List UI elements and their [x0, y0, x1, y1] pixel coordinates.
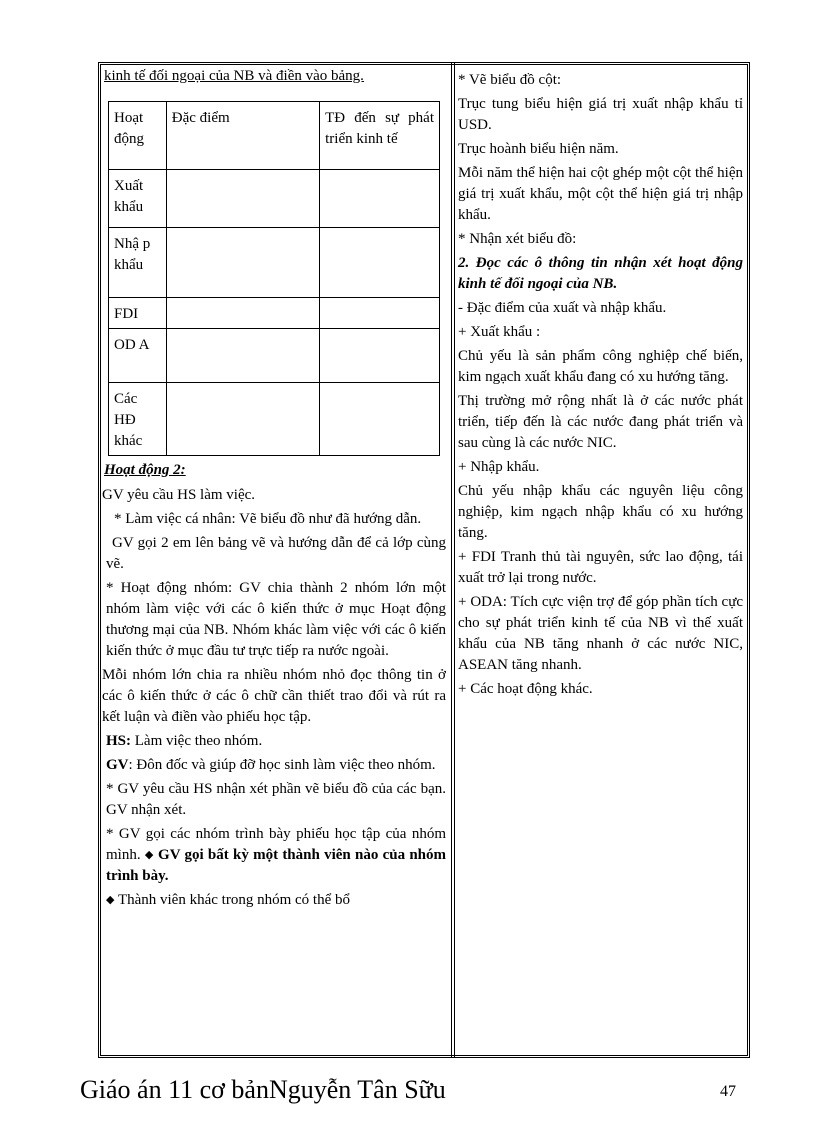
table-cell	[320, 329, 440, 383]
table-cell	[320, 228, 440, 298]
left-paragraph: Mỗi nhóm lớn chia ra nhiều nhóm nhỏ đọc thông tin ở các ô kiến thức ở các ô chữ cần thiết trao đổi và rút ra kết luận và điền vào phiếu học tập.	[102, 667, 446, 725]
right-paragraph: Trục tung biểu hiện giá trị xuất nhập khẩu tỉ USD.	[458, 96, 743, 133]
table-row-label: FDI	[109, 298, 167, 329]
left-paragraph: GV gọi 2 em lên bảng vẽ và hướng dẫn để cả lớp cùng vẽ.	[106, 535, 446, 572]
right-column	[458, 70, 743, 703]
table-header-cell: Hoạt động	[109, 102, 167, 170]
table-header-cell: TĐ đến sự phát triển kinh tế	[320, 102, 440, 170]
gv-paragraph	[102, 755, 446, 776]
right-paragraph: - Đặc điểm của xuất và nhập khẩu.	[458, 300, 667, 316]
left-paragraph: * GV yêu cầu HS nhận xét phần vẽ biểu đồ của các bạn. GV nhận xét.	[106, 781, 446, 818]
last-text: Thành viên khác trong nhóm có thể bổ	[114, 892, 350, 908]
table-header-row	[109, 102, 440, 170]
table-cell	[320, 298, 440, 329]
table-row-label: Các HĐ khác	[109, 383, 167, 456]
right-heading: 2. Đọc các ô thông tin nhận xét hoạt động kinh tế đối ngoại của NB.	[458, 255, 743, 292]
table-cell	[166, 298, 319, 329]
table-row-label: Xuất khẩu	[109, 170, 167, 228]
table-row	[109, 329, 440, 383]
right-paragraph: Mỗi năm thể hiện hai cột ghép một cột thể hiện giá trị xuất khẩu, một cột thể hiện giá trị nhập khẩu.	[458, 165, 743, 223]
left-paragraph: * Hoạt động nhóm: GV chia thành 2 nhóm lớn một nhóm làm việc với các ô kiến thức ở mục Hoạt động thương mại của NB. Nhóm khác làm việc với các ô kiến kiến thức ở mục đầu tư trực tiếp ra nước ngoài.	[106, 580, 446, 659]
table-cell	[166, 228, 319, 298]
right-paragraph: * Nhận xét biểu đồ:	[458, 231, 577, 247]
column-divider	[451, 62, 455, 1058]
table-header-cell: Đặc điểm	[166, 102, 319, 170]
right-paragraph: + ODA: Tích cực viện trợ để góp phần tích cực cho sự phát triển kinh tế của NB vì thế xuất khẩu của NB tăng nhanh ở các nước NIC, ASEAN tăng nhanh.	[458, 594, 743, 673]
present-text: * GV gọi các nhóm trình bày phiếu học tập của nhóm mình.	[106, 826, 446, 863]
table-row-label: OD A	[109, 329, 167, 383]
activity-heading: Hoạt động 2:	[104, 462, 186, 478]
hs-text: Làm việc theo nhóm.	[131, 733, 263, 749]
table-cell	[320, 170, 440, 228]
activity-table	[108, 101, 440, 456]
gv-label: GV	[106, 757, 129, 773]
left-intro: kinh tế đối ngoại của NB và điền vào bảng.	[104, 68, 364, 84]
right-paragraph: Trục hoành biểu hiện năm.	[458, 141, 619, 157]
table-row	[109, 383, 440, 456]
last-paragraph	[102, 890, 446, 911]
page-number: 47	[720, 1083, 736, 1100]
table-cell	[166, 383, 319, 456]
right-paragraph: Chủ yếu nhập khẩu các nguyên liệu công nghiệp, kim ngạch nhập khẩu có xu hướng tăng.	[458, 483, 743, 541]
right-paragraph: + Các hoạt động khác.	[458, 681, 593, 697]
hs-label: HS:	[106, 733, 132, 749]
right-paragraph: Thị trường mở rộng nhất là ở các nước phát triển, tiếp đến là các nước đang phát triển và sau cùng là các nước NIC.	[458, 393, 743, 451]
present-paragraph	[102, 824, 446, 887]
diamond-bullet-icon: ◆	[106, 894, 115, 906]
table-cell	[166, 329, 319, 383]
left-paragraph: GV yêu cầu HS làm việc.	[102, 487, 256, 503]
right-paragraph: Chủ yếu là sản phẩm công nghiệp chế biến, kim ngạch xuất khẩu đang có xu hướng tăng.	[458, 348, 743, 385]
right-paragraph: + FDI Tranh thủ tài nguyên, sức lao động, tái xuất trở lại trong nước.	[458, 549, 743, 586]
right-paragraph: + Xuất khẩu :	[458, 324, 541, 340]
gv-text: : Đôn đốc và giúp đỡ học sinh làm việc theo nhóm.	[128, 757, 436, 773]
table-row	[109, 170, 440, 228]
table-row	[109, 228, 440, 298]
footer-title: Giáo án 11 cơ bảnNguyễn Tân Sữu	[80, 1075, 446, 1104]
left-column	[102, 66, 446, 914]
present-bold: GV gọi bất kỳ một thành viên nào của nhóm trình bày.	[106, 847, 446, 884]
table-cell	[166, 170, 319, 228]
right-paragraph: + Nhập khẩu.	[458, 459, 540, 475]
diamond-bullet-icon: ◆	[144, 849, 154, 861]
table-row	[109, 298, 440, 329]
left-paragraph: * Làm việc cá nhân: Vẽ biểu đồ như đã hướng dẫn.	[114, 511, 422, 527]
table-cell	[320, 383, 440, 456]
hs-paragraph	[102, 731, 446, 752]
table-row-label: Nhậ p khẩu	[109, 228, 167, 298]
right-paragraph: * Vẽ biểu đồ cột:	[458, 72, 562, 88]
